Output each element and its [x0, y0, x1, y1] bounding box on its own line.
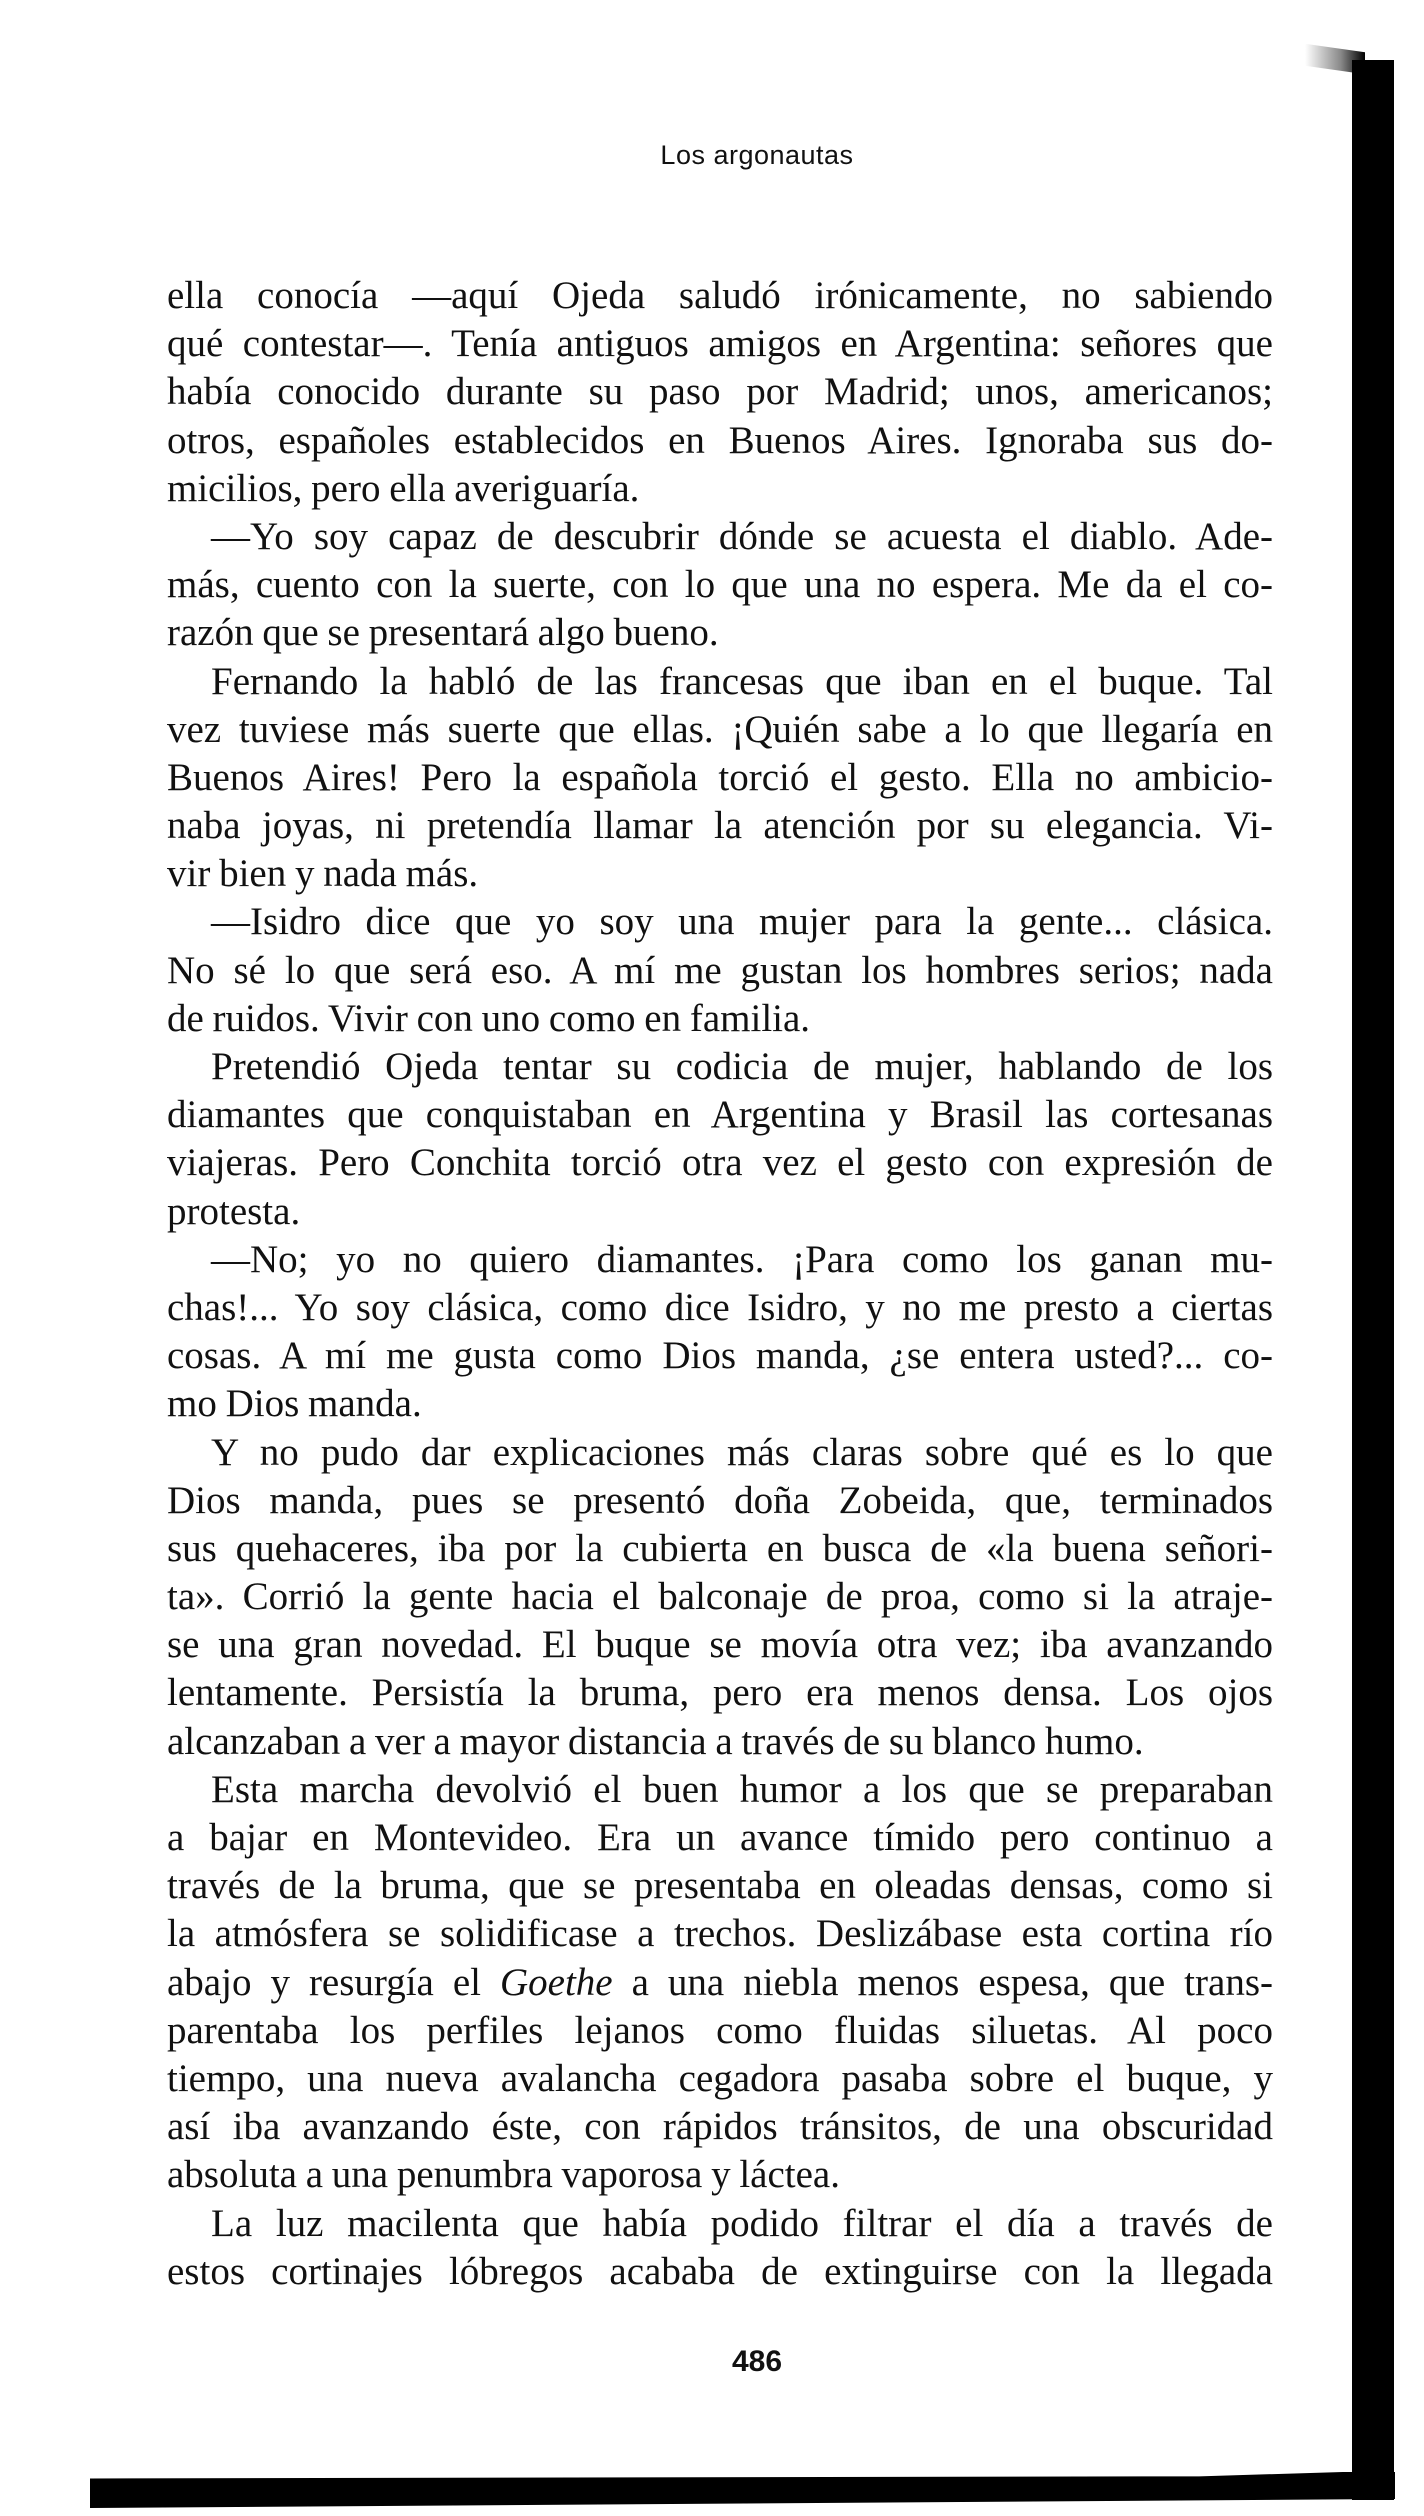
- scan-page-edge-right: [1352, 60, 1394, 2500]
- text-line: viajeras. Pero Conchita torció otra vez el gesto con expresión de: [167, 1141, 1273, 1185]
- text-line: diamantes que conquistaban en Argentina y Brasil las cortesanas: [167, 1093, 1273, 1137]
- page-body-text: [167, 272, 1273, 2296]
- paragraph: [167, 1429, 1273, 1766]
- text-line: lentamente. Persistía la bruma, pero era menos densa. Los ojos: [167, 1671, 1273, 1715]
- paragraph: [167, 1236, 1273, 1429]
- text-line: qué contestar—. Tenía antiguos amigos en Argentina: señores que: [167, 322, 1273, 366]
- text-line: cosas. A mí me gusta como Dios manda, ¿se entera usted?... co-: [167, 1334, 1273, 1378]
- text-line: ella conocía —aquí Ojeda saludó irónicamente, no sabiendo: [167, 274, 1273, 317]
- text-line: Y no pudo dar explicaciones más claras sobre qué es lo que: [211, 1430, 1273, 1474]
- text-line: Pretendió Ojeda tentar su codicia de mujer, hablando de los: [211, 1045, 1273, 1088]
- text-line: había conocido durante su paso por Madrid; unos, americanos;: [167, 370, 1273, 414]
- text-line: vir bien y nada más.: [167, 852, 479, 896]
- paragraph: [167, 1766, 1273, 2200]
- text-line: ta». Corrió la gente hacia el balconaje de proa, como si la atraje-: [167, 1575, 1273, 1619]
- text-line: La luz macilenta que había podido filtrar el día a través de: [211, 2201, 1273, 2245]
- text-line: través de la bruma, que se presentaba en oleadas densas, como si: [167, 1864, 1273, 1908]
- scan-page-edge-bottom: [90, 2472, 1395, 2508]
- text-line: micilios, pero ella averiguaría.: [167, 466, 640, 510]
- paragraph: [167, 513, 1273, 658]
- paragraph: [167, 898, 1273, 1043]
- text-line: absoluta a una penumbra vaporosa y láctea.: [167, 2153, 840, 2197]
- text-line: Esta marcha devolvió el buen humor a los que se preparaban: [211, 1767, 1273, 1811]
- text-line: a bajar en Montevideo. Era un avance tímido pero continuo a: [167, 1816, 1273, 1859]
- text-line: —No; yo no quiero diamantes. ¡Para como los ganan mu-: [211, 1237, 1273, 1281]
- text-line: se una gran novedad. El buque se movía otra vez; iba avanzando: [167, 1623, 1273, 1667]
- text-line: —Isidro dice que yo soy una mujer para la gente... clásica.: [211, 900, 1273, 944]
- italic-ship-name: Goethe: [500, 1960, 613, 2004]
- text-line: así iba avanzando éste, con rápidos tránsitos, de una obscuridad: [167, 2105, 1273, 2149]
- page-number: 486: [731, 2345, 783, 2378]
- running-header: Los argonautas: [660, 140, 854, 170]
- text-line: naba joyas, ni pretendía llamar la atención por su elegancia. Vi-: [167, 804, 1273, 848]
- text-line: protesta.: [167, 1189, 301, 1233]
- text-line: vez tuviese más suerte que ellas. ¡Quién sabe a lo que llegaría en: [167, 707, 1273, 751]
- text-segment: abajo y resurgía el: [167, 1960, 500, 2004]
- text-line: [167, 1959, 1273, 2007]
- text-line: la atmósfera se solidificase a trechos. Deslizábase esta cortina río: [167, 1912, 1273, 1956]
- text-line: estos cortinajes lóbregos acababa de extinguirse con la llegada: [167, 2249, 1273, 2293]
- text-line: razón que se presentará algo bueno.: [167, 611, 719, 655]
- text-line: Fernando la habló de las francesas que iban en el buque. Tal: [211, 659, 1273, 703]
- text-line: de ruidos. Vivir con uno como en familia.: [167, 996, 811, 1040]
- text-line: alcanzaban a ver a mayor distancia a través de su blanco humo.: [167, 1719, 1144, 1763]
- text-line: chas!... Yo soy clásica, como dice Isidro, y no me presto a ciertas: [167, 1285, 1273, 1329]
- paragraph: [167, 272, 1273, 513]
- paragraph: [167, 2200, 1273, 2296]
- text-line: más, cuento con la suerte, con lo que una no espera. Me da el co-: [167, 563, 1273, 607]
- text-line: —Yo soy capaz de descubrir dónde se acuesta el diablo. Ade-: [211, 514, 1273, 558]
- text-line: otros, españoles establecidos en Buenos Aires. Ignoraba sus do-: [167, 418, 1273, 462]
- text-line: Buenos Aires! Pero la española torció el gesto. Ella no ambicio-: [167, 755, 1273, 799]
- text-line: parentaba los perfiles lejanos como fluidas siluetas. Al poco: [167, 2008, 1273, 2052]
- text-line: Dios manda, pues se presentó doña Zobeida, que, terminados: [167, 1478, 1273, 1522]
- paragraph: [167, 1043, 1273, 1236]
- text-line: sus quehaceres, iba por la cubierta en busca de «la buena señori-: [167, 1526, 1273, 1570]
- text-line: No sé lo que será eso. A mí me gustan los hombres serios; nada: [167, 948, 1273, 992]
- text-line: tiempo, una nueva avalancha cegadora pasaba sobre el buque, y: [167, 2056, 1273, 2100]
- text-line: mo Dios manda.: [167, 1382, 422, 1426]
- paragraph: [167, 658, 1273, 899]
- text-segment: a una niebla menos espesa, que trans-: [612, 1960, 1273, 2004]
